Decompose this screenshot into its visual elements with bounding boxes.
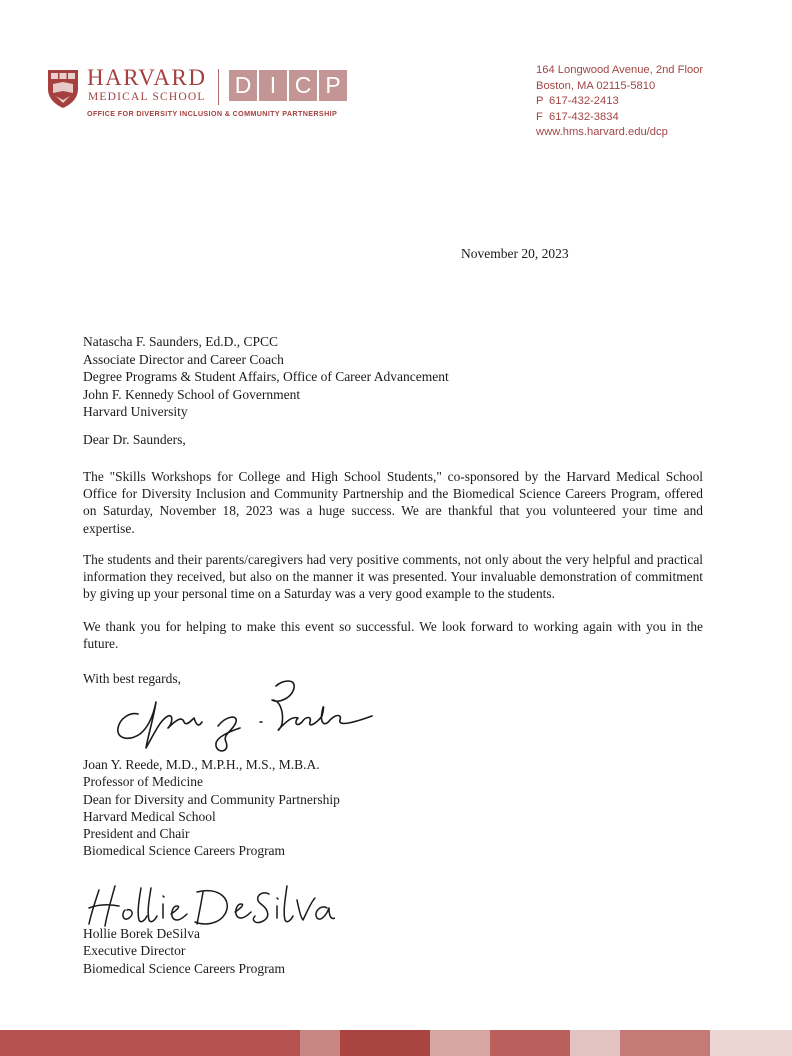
fax-line: [536, 110, 703, 126]
street-address: 164 Longwood Avenue, 2nd Floor: [536, 64, 704, 76]
signatory-line: Hollie Borek DeSilva: [83, 926, 200, 941]
signature-hollie-desilva: [85, 880, 335, 930]
paragraph-text: The students and their parents/caregivers had very positive comments, not only about the very helpful and practical information they received, but also on the manner it was presented. Your invaluable demonstration of commitment by giving up your personal time on a Saturday was a very good example to the students.: [83, 552, 703, 602]
institution-name: HARVARD: [87, 65, 207, 90]
phone-label: P: [536, 95, 544, 108]
city-address: Boston, MA 02115-5810: [536, 79, 656, 92]
footer-segment: [430, 1030, 490, 1056]
footer-color-band: [0, 1030, 792, 1056]
dicp-logo: [229, 70, 347, 101]
dicp-letter: D: [229, 70, 257, 101]
footer-segment: [0, 1030, 300, 1056]
school-name: MEDICAL SCHOOL: [88, 91, 206, 103]
signatory-line: Biomedical Science Careers Program: [83, 960, 286, 976]
signatory-line: Harvard Medical School: [83, 808, 216, 824]
fax-number: 617-432-3834: [549, 110, 619, 123]
footer-segment: [570, 1030, 620, 1056]
signatory-line: President and Chair: [83, 826, 190, 842]
paragraph-text: We thank you for helping to make this event so successful. We look forward to working again with you in the future.: [83, 619, 703, 652]
dicp-letter: I: [259, 70, 287, 101]
recipient-line: John F. Kennedy School of Government: [83, 386, 301, 402]
footer-segment: [490, 1030, 570, 1056]
signature-joan-reede: [110, 672, 380, 754]
closing: With best regards,: [83, 671, 182, 686]
footer-segment: [710, 1030, 792, 1056]
recipient-line: Natascha F. Saunders, Ed.D., CPCC: [83, 334, 279, 349]
phone-line: [536, 94, 703, 110]
signatory-block: [83, 925, 285, 977]
logo-divider: [218, 69, 219, 105]
website-link[interactable]: www.hms.harvard.edu/dcp: [536, 126, 668, 139]
signatory-block: [83, 756, 340, 860]
paragraph: [83, 618, 703, 652]
recipient-block: [83, 333, 449, 421]
footer-segment: [340, 1030, 430, 1056]
recipient-line: Associate Director and Career Coach: [83, 351, 284, 367]
paragraph-text: The "Skills Workshops for College and High School Students," co-sponsored by the Harvard Medical School Office for Diversity Inclusion and Community Partnership and the Biomedical Science Careers Program, offered on Saturday, November 18, 2023 was a huge success. We are thankful that you volunteered your time and expertise.: [83, 469, 703, 536]
signatory-line: Joan Y. Reede, M.D., M.P.H., M.S., M.B.A.: [83, 757, 320, 772]
signatory-line: Biomedical Science Careers Program: [83, 843, 286, 859]
office-name: OFFICE FOR DIVERSITY INCLUSION & COMMUNITY PARTNERSHIP: [87, 109, 338, 118]
dicp-letter: C: [289, 70, 317, 101]
signatory-line: Executive Director: [83, 943, 186, 959]
salutation: Dear Dr. Saunders,: [83, 432, 186, 447]
letter-date: November 20, 2023: [461, 246, 569, 261]
paragraph: [83, 468, 703, 537]
recipient-line: Harvard University: [83, 404, 188, 419]
fax-label: F: [536, 110, 543, 123]
recipient-line: Degree Programs & Student Affairs, Office of Career Advancement: [83, 369, 449, 384]
signatory-line: Dean for Diversity and Community Partnership: [83, 791, 340, 807]
footer-segment: [620, 1030, 710, 1056]
harvard-shield-logo: [47, 69, 79, 109]
footer-segment: [300, 1030, 340, 1056]
signatory-line: Professor of Medicine: [83, 774, 203, 790]
phone-number: 617-432-2413: [549, 95, 619, 108]
contact-block: [536, 63, 703, 141]
paragraph: [83, 551, 703, 603]
dicp-letter: P: [319, 70, 347, 101]
